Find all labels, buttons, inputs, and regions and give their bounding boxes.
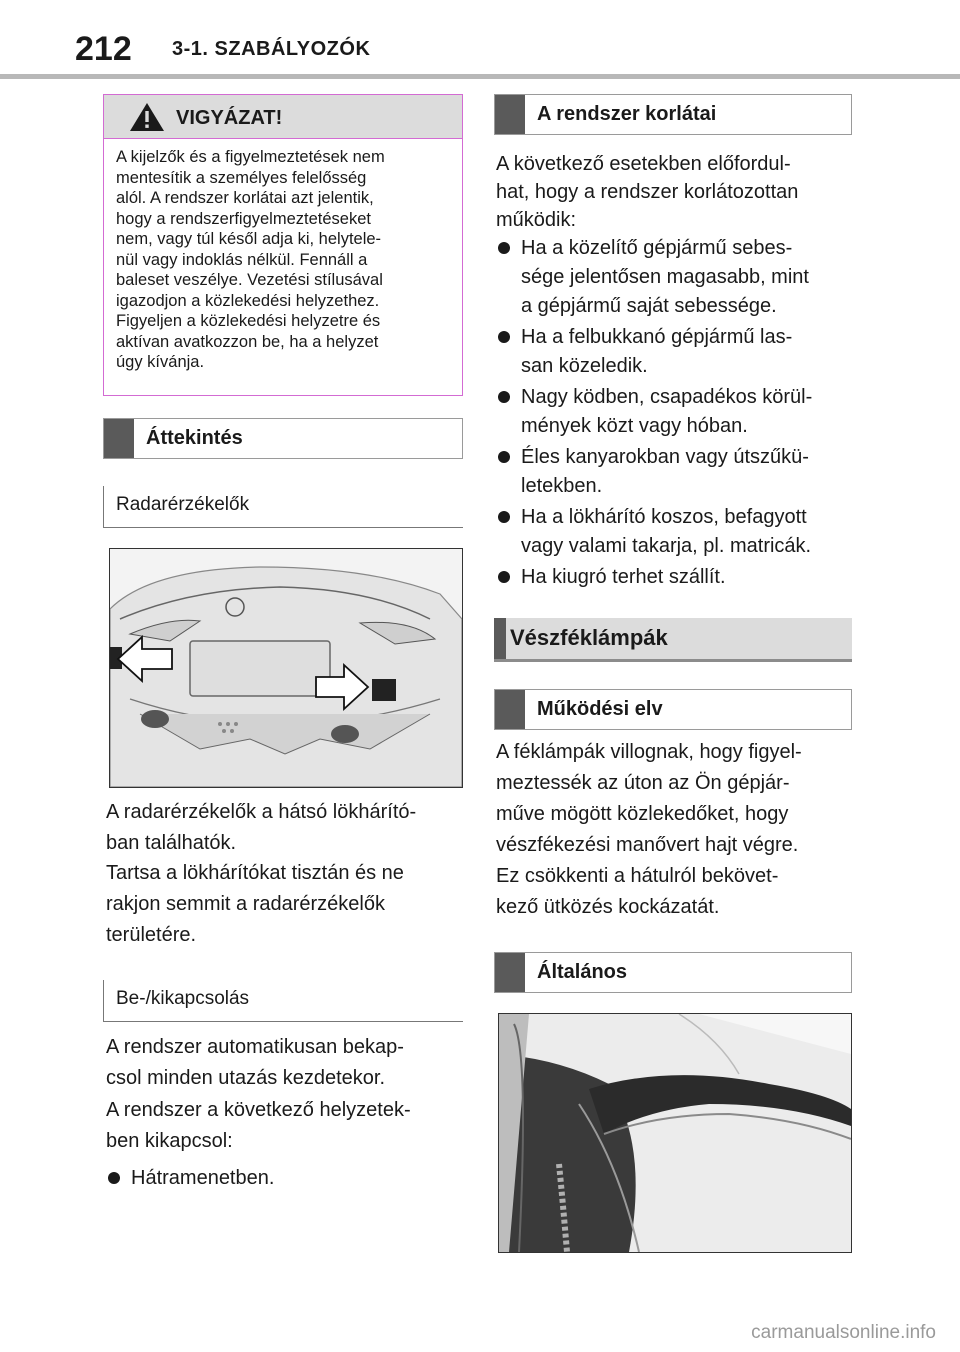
list-item: Ha a lökhárító koszos, befagyott vagy valami takarja, pl. matricák. (496, 503, 858, 561)
subhead-radar: Radarérzékelők (103, 486, 463, 528)
radar-clean-text: Tartsa a lökhárítókat tisztán és ne rakjon semmit a radarérzékelők területére. (106, 862, 404, 946)
rear-bumper-figure (109, 548, 463, 788)
heading-hazard-lights: Vészféklámpák (494, 618, 852, 662)
principle-text: A féklámpák villognak, hogy figyel- meztessék az úton az Ön gépjár- műve mögött közlekedőket, hogy vészfékezési manővert hajt végre. Ez csökkenti a hátulról bekövet- kező ütközés kockázatát. (496, 741, 802, 918)
list-item: Hátramenetben. (106, 1164, 466, 1193)
warning-title: VIGYÁZAT! (176, 107, 283, 129)
warning-box (103, 94, 463, 396)
limits-intro-text: A következő esetekben előfordul- hat, hogy a rendszer korlátozottan működik: (496, 153, 799, 231)
section-title: 3-1. SZABÁLYOZÓK (172, 38, 371, 60)
onoff-bullet-list (106, 1164, 466, 1195)
watermark: carmanualsonline.info (751, 1322, 936, 1343)
page-number: 212 (75, 30, 132, 68)
header-divider (0, 74, 960, 79)
list-item: Ha kiugró terhet szállít. (496, 563, 858, 592)
rear-bumper-illustration (110, 549, 462, 787)
list-item: Nagy ködben, csapadékos körül- mények közt vagy hóban. (496, 383, 858, 441)
limits-bullet-list (496, 234, 858, 594)
rear-light-illustration (499, 1014, 851, 1252)
warning-text: A kijelzők és a figyelmeztetések nem mentesítik a személyes felelősség alól. A rendszer korlátai azt jelentik, hogy a rendszerfigyelmeztetéseket nem, vagy túl késől adja ki, helytele- nül vagy indoklás nélkül. Fennáll a baleset veszélye. Vezetési stílusával igazodjon a közlekedési helyzethez. Figyeljen a közlekedési helyzetre és aktívan avatkozzon be, ha a helyzet úgy kívánja. (116, 148, 385, 371)
warning-header (104, 95, 462, 139)
heading-principle: Működési elv (494, 689, 852, 730)
subhead-onoff: Be-/kikapcsolás (103, 980, 463, 1022)
heading-limits: A rendszer korlátai (494, 94, 852, 135)
onoff-cases-text: A rendszer a következő helyzetek- ben kikapcsol: (106, 1099, 411, 1152)
rear-light-figure (498, 1013, 852, 1253)
heading-overview: Áttekintés (103, 418, 463, 459)
radar-location-text: A radarérzékelők a hátsó lökhárító- ban találhatók. (106, 801, 417, 854)
list-item: Ha a felbukkanó gépjármű las- san közeledik. (496, 323, 858, 381)
heading-general: Általános (494, 952, 852, 993)
list-item: Éles kanyarokban vagy útszűkü- letekben. (496, 443, 858, 501)
list-item: Ha a közelítő gépjármű sebes- sége jelentősen magasabb, mint a gépjármű saját sebessége. (496, 234, 858, 321)
warning-triangle-icon (129, 102, 165, 132)
onoff-auto-text: A rendszer automatikusan bekap- csol minden utazás kezdetekor. (106, 1036, 404, 1089)
